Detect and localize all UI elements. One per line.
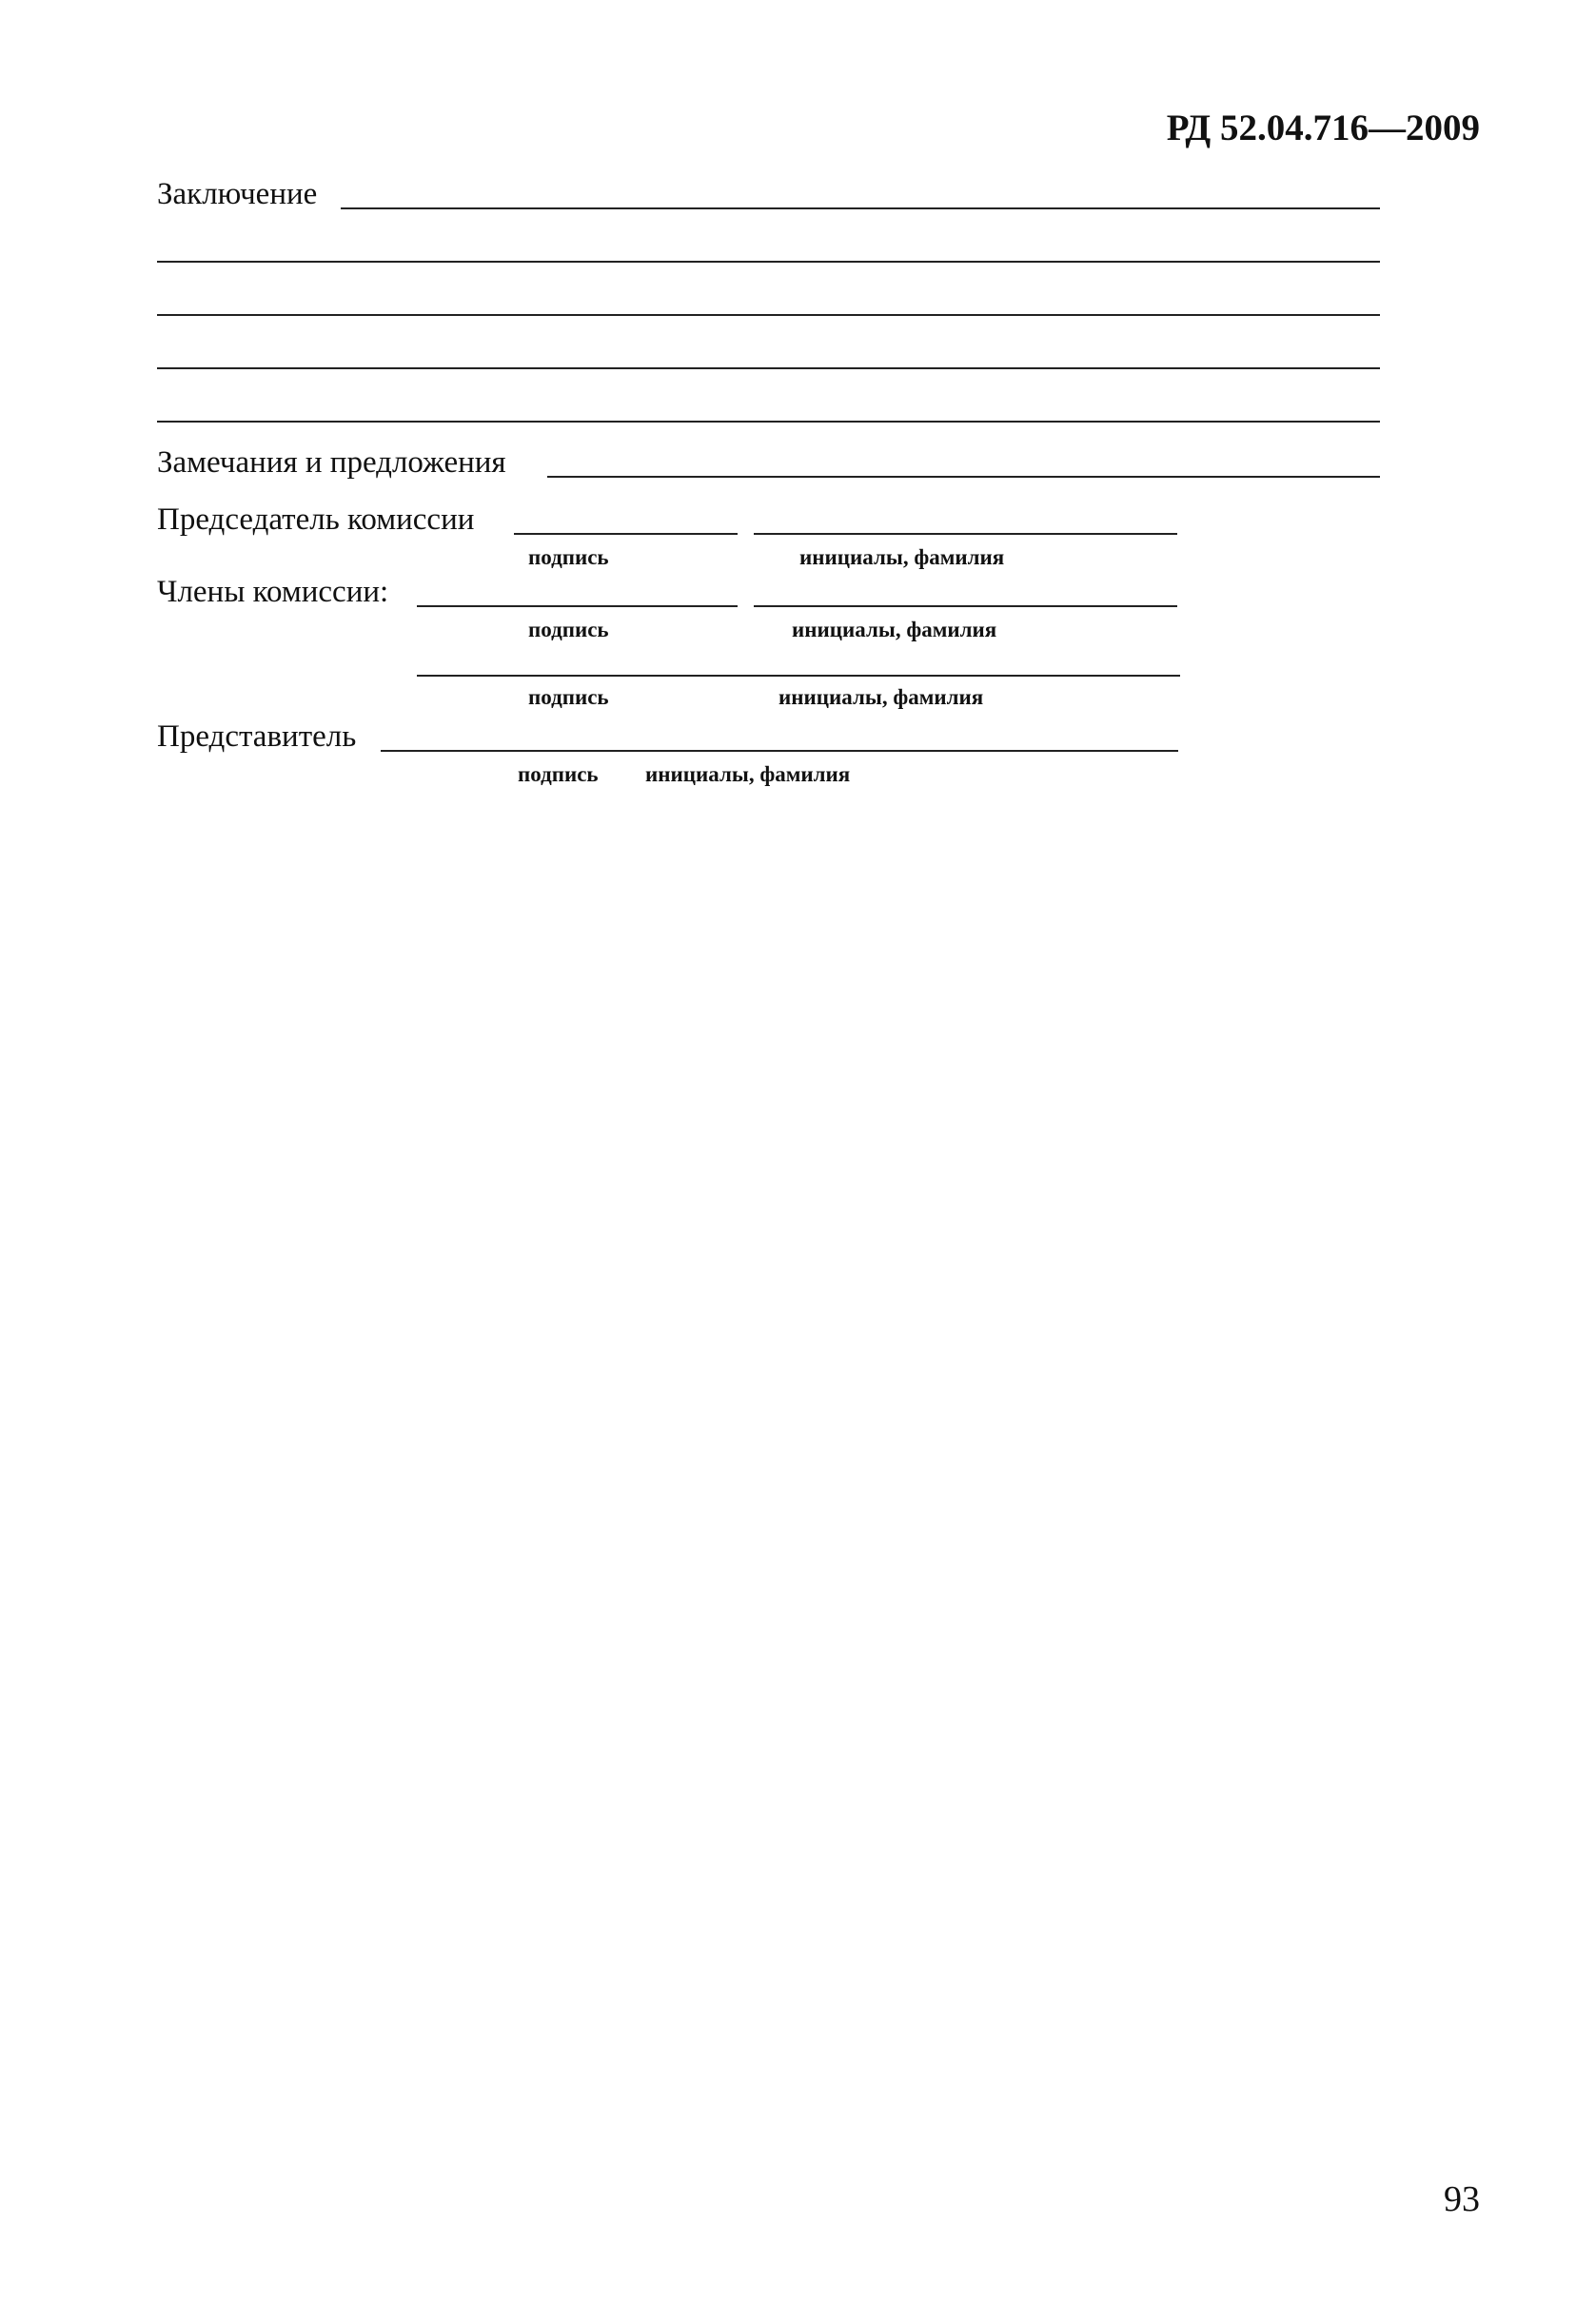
chairman-name-line[interactable] [754,533,1177,535]
remarks-line[interactable] [547,476,1380,478]
page-number: 93 [1444,2179,1480,2219]
representative-name-caption: инициалы, фамилия [645,762,851,786]
chairman-signature-caption: подпись [528,545,609,569]
member-2-line[interactable] [417,675,1180,677]
remarks-label: Замечания и предложения [157,445,506,480]
conclusion-label: Заключение [157,177,318,211]
document-code: РД 52.04.716—2009 [1166,108,1480,148]
conclusion-line-2[interactable] [157,261,1380,263]
chairman-label: Председатель комиссии [157,502,475,537]
representative-line[interactable] [381,750,1178,752]
conclusion-line-5[interactable] [157,421,1380,423]
chairman-signature-line[interactable] [514,533,738,535]
representative-label: Представитель [157,719,357,754]
conclusion-line-3[interactable] [157,314,1380,316]
member-1-signature-caption: подпись [528,618,609,641]
representative-signature-caption: подпись [518,762,599,786]
conclusion-line-4[interactable] [157,367,1380,369]
member-2-name-caption: инициалы, фамилия [778,685,984,709]
member-1-name-line[interactable] [754,605,1177,607]
member-2-signature-caption: подпись [528,685,609,709]
conclusion-line-1[interactable] [341,207,1380,209]
member-1-name-caption: инициалы, фамилия [792,618,997,641]
members-label: Члены комиссии: [157,575,389,609]
chairman-name-caption: инициалы, фамилия [799,545,1005,569]
member-1-signature-line[interactable] [417,605,738,607]
